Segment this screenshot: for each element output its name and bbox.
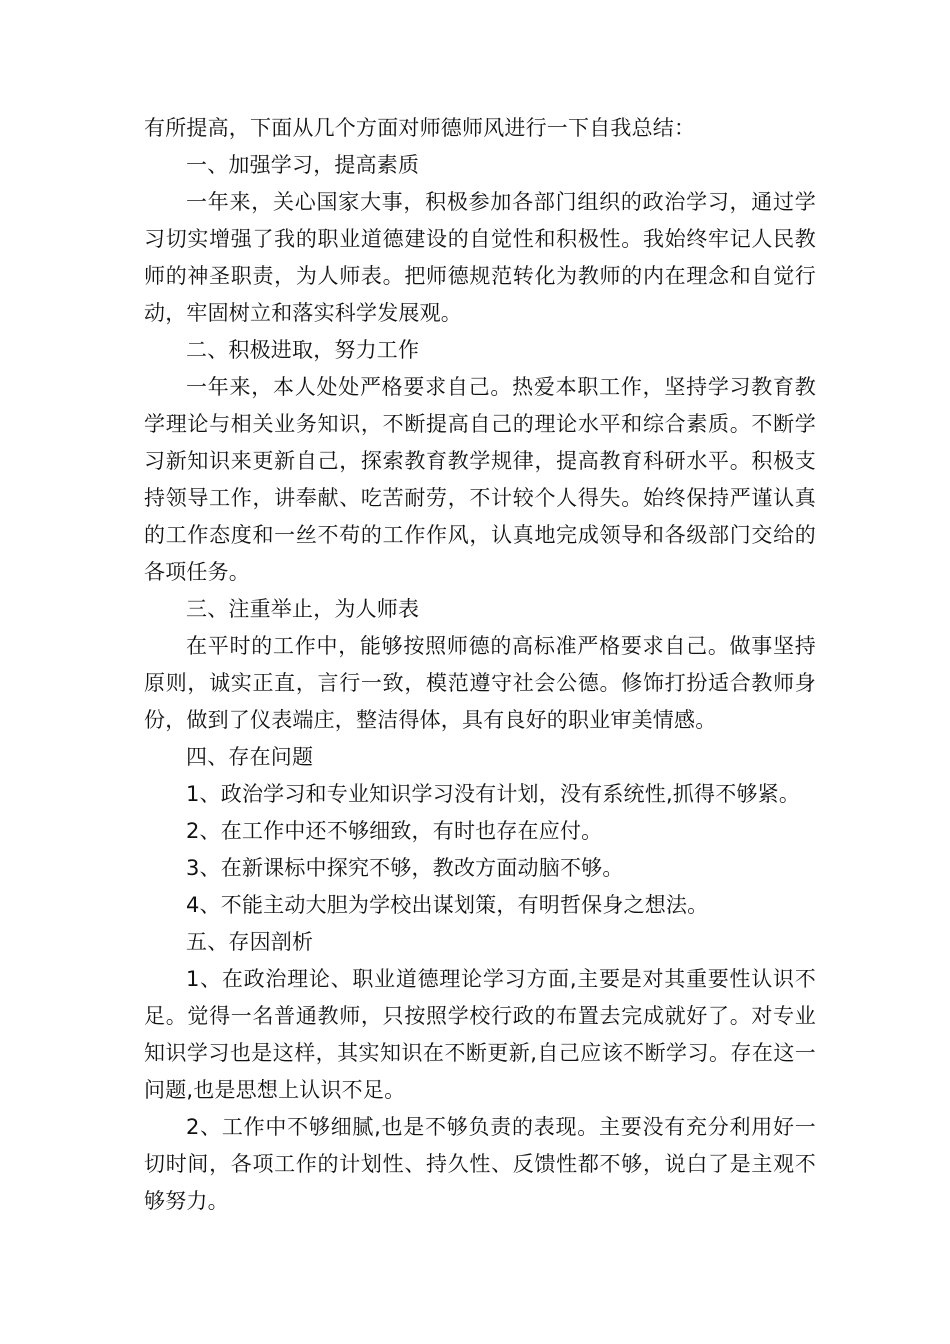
heading-section-4: 四、存在问题 — [186, 745, 314, 769]
heading-section-3: 三、注重举止，为人师表 — [186, 597, 420, 621]
paragraph-intro: 有所提高，下面从几个方面对师德师风进行一下自我总结： — [144, 116, 696, 140]
list-item-problem-2: 2、在工作中还不够细致，有时也存在应付。 — [186, 819, 603, 843]
heading-section-5: 五、存因剖析 — [186, 930, 314, 954]
list-item-problem-4: 4、不能主动大胆为学校出谋划策，有明哲保身之想法。 — [186, 893, 709, 917]
list-item-problem-1: 1、政治学习和专业知识学习没有计划，没有系统性,抓得不够紧。 — [186, 782, 801, 806]
paragraph-analysis-1: 1、在政治理论、职业道德理论学习方面,主要是对其重要性认识不足。觉得一名普通教师，只按照学校行政的布置去完成就好了。对专业知识学习也是这样，其实知识在不断更新,自己应该不断学习。存在这一问题,也是思想上认识不足。 — [144, 967, 816, 1102]
paragraph-section-3: 在平时的工作中，能够按照师德的高标准严格要求自己。做事坚持原则，诚实正直，言行一致，模范遵守社会公德。修饰打扮适合教师身份，做到了仪表端庄，整洁得体，具有良好的职业审美情感。 — [144, 634, 816, 732]
document-body — [144, 110, 816, 1220]
heading-section-2: 二、积极进取，努力工作 — [186, 338, 420, 362]
heading-section-1: 一、加强学习，提高素质 — [186, 153, 420, 177]
paragraph-section-1: 一年来，关心国家大事，积极参加各部门组织的政治学习，通过学习切实增强了我的职业道德建设的自觉性和积极性。我始终牢记人民教师的神圣职责，为人师表。把师德规范转化为教师的内在理念和自觉行动，牢固树立和落实科学发展观。 — [144, 190, 816, 325]
paragraph-section-2: 一年来，本人处处严格要求自己。热爱本职工作，坚持学习教育教学理论与相关业务知识，不断提高自己的理论水平和综合素质。不断学习新知识来更新自己，探索教育教学规律，提高教育科研水平。积极支持领导工作，讲奉献、吃苦耐劳，不计较个人得失。始终保持严谨认真的工作态度和一丝不苟的工作作风，认真地完成领导和各级部门交给的各项任务。 — [144, 375, 816, 584]
list-item-problem-3: 3、在新课标中探究不够，教改方面动脑不够。 — [186, 856, 624, 880]
paragraph-analysis-2: 2、工作中不够细腻,也是不够负责的表现。主要没有充分利用好一切时间，各项工作的计划性、持久性、反馈性都不够，说白了是主观不够努力。 — [144, 1115, 816, 1213]
